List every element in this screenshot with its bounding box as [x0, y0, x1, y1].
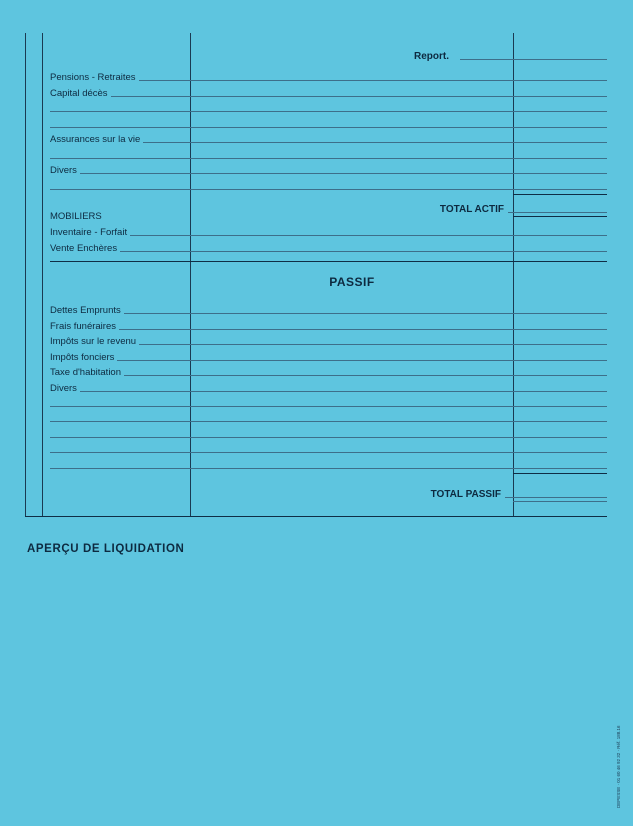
- passif-item-divers: Divers: [50, 383, 80, 394]
- row-line: [50, 452, 607, 453]
- total-passif-line: [505, 497, 607, 498]
- inner-left-border: [42, 33, 43, 517]
- actif-item-assurances: Assurances sur la vie: [50, 134, 143, 145]
- left-border: [25, 33, 26, 517]
- section-divider-line: [50, 261, 607, 262]
- row-line: [50, 375, 607, 376]
- row-line: [50, 127, 607, 128]
- row-line: [50, 406, 607, 407]
- passif-item-impots-revenu: Impôts sur le revenu: [50, 336, 139, 347]
- total-passif-label: TOTAL PASSIF: [429, 489, 505, 500]
- report-label: Report.: [412, 51, 453, 62]
- row-line: [50, 421, 607, 422]
- row-line: [50, 173, 607, 174]
- mobiliers-heading: MOBILIERS: [50, 211, 105, 222]
- total-passif-top-line: [513, 473, 607, 474]
- row-line: [50, 235, 607, 236]
- row-line: [50, 329, 607, 330]
- total-passif-line-2: [513, 501, 607, 502]
- amount-column-divider: [513, 33, 514, 517]
- row-line: [50, 437, 607, 438]
- total-actif-line: [505, 212, 607, 213]
- row-line: [50, 468, 607, 469]
- row-line: [50, 111, 607, 112]
- row-line: [50, 391, 607, 392]
- passif-item-impots-fonciers: Impôts fonciers: [50, 352, 117, 363]
- total-actif-bottom-line: [513, 216, 607, 217]
- actif-item-pensions: Pensions - Retraites: [50, 72, 139, 83]
- passif-item-taxe: Taxe d'habitation: [50, 367, 124, 378]
- liquidation-title: APERÇU DE LIQUIDATION: [27, 543, 185, 555]
- total-actif-top-line: [513, 194, 607, 195]
- row-line: [50, 251, 607, 252]
- passif-item-frais: Frais funéraires: [50, 321, 119, 332]
- passif-item-dettes: Dettes Emprunts: [50, 305, 124, 316]
- mobiliers-item-vente: Vente Enchères: [50, 243, 120, 254]
- mobiliers-item-inventaire: Inventaire - Forfait: [50, 227, 130, 238]
- row-line: [50, 189, 607, 190]
- total-actif-label: TOTAL ACTIF: [438, 204, 508, 215]
- footer-code: DEPESSE · 01 60 46 92 32 · Réf. 188.16: [616, 725, 621, 808]
- passif-title: PASSIF: [329, 275, 375, 289]
- row-line: [50, 313, 607, 314]
- report-line: [460, 59, 607, 60]
- actif-item-divers: Divers: [50, 165, 80, 176]
- row-line: [50, 158, 607, 159]
- table-bottom-border: [25, 516, 607, 517]
- row-line: [50, 360, 607, 361]
- row-line: [50, 96, 607, 97]
- actif-item-capital-deces: Capital décès: [50, 88, 111, 99]
